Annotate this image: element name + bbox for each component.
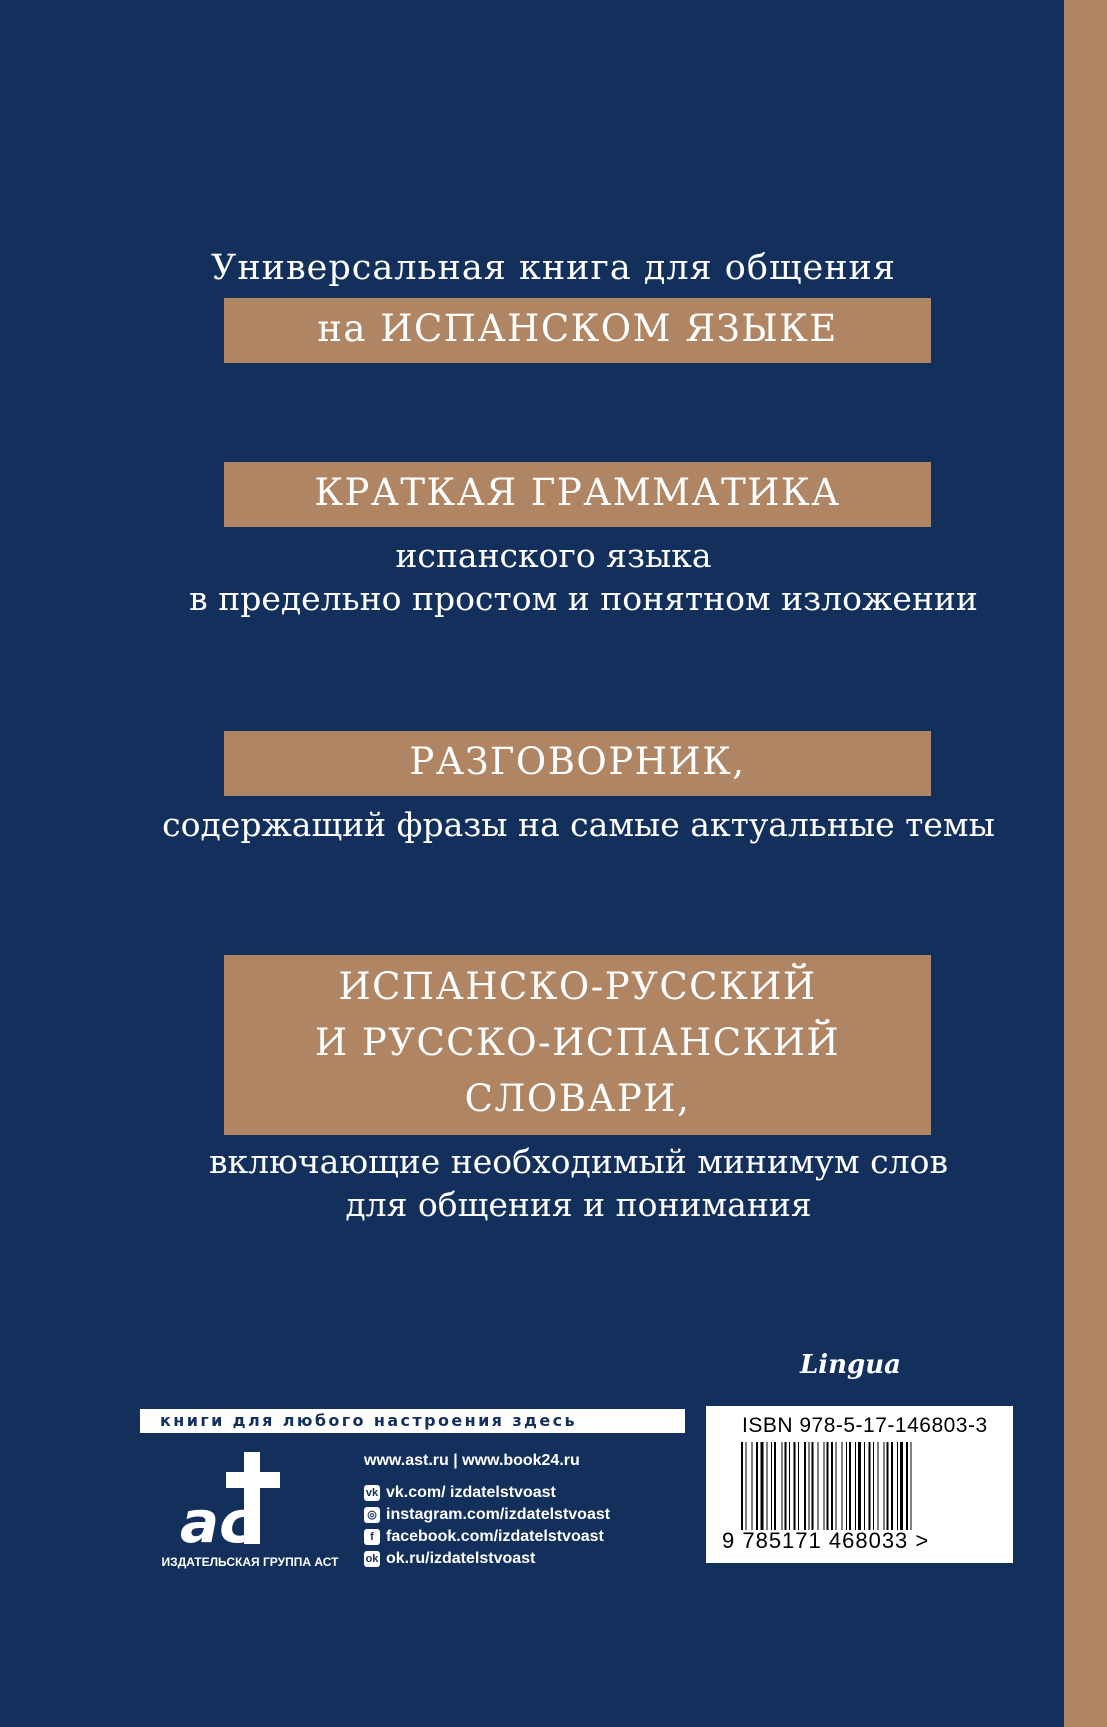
barcode-bar — [761, 1442, 764, 1530]
barcode-bar — [884, 1442, 885, 1530]
barcode-bar — [809, 1442, 810, 1530]
social-link-odnoklassniki[interactable] — [364, 1548, 610, 1570]
barcode-bar — [906, 1442, 908, 1530]
phrasebook-desc: содержащий фразы на самые актуальные темы — [162, 805, 995, 844]
barcode-bar — [887, 1442, 889, 1530]
band-line: ИСПАНСКО-РУССКИЙ — [338, 965, 817, 1008]
instagram-icon: ◎ — [364, 1507, 380, 1523]
band-spanish-language — [224, 298, 931, 363]
barcode-bar — [771, 1442, 772, 1530]
isbn-text: ISBN 978-5-17-146803-3 — [742, 1414, 988, 1437]
publisher-links — [364, 1450, 610, 1570]
barcode-bar — [842, 1442, 843, 1530]
dict-desc-2: для общения и понимания — [345, 1185, 812, 1224]
barcode-bar — [804, 1442, 806, 1530]
barcode-bar — [911, 1442, 912, 1530]
logo-letters: ас — [180, 1488, 254, 1548]
band-line: РАЗГОВОРНИК, — [409, 740, 746, 783]
barcode-bar — [831, 1442, 833, 1530]
barcode-bar — [873, 1442, 874, 1530]
grammar-desc-2: в предельно простом и понятном изложении — [189, 579, 978, 618]
barcode-bar — [900, 1442, 903, 1530]
barcode-bar — [789, 1442, 790, 1530]
barcode-bar — [756, 1442, 758, 1530]
barcode-bar — [849, 1442, 851, 1530]
barcode-bar — [746, 1442, 747, 1530]
social-link-text: ok.ru/izdatelstvoast — [386, 1550, 536, 1567]
band-line: КРАТКАЯ ГРАММАТИКА — [314, 471, 841, 514]
barcode-bar — [741, 1442, 743, 1530]
social-link-text: vk.com/ izdatelstvoast — [386, 1484, 556, 1501]
barcode-bar — [782, 1442, 783, 1530]
social-link-vk[interactable] — [364, 1482, 610, 1504]
barcode-digits: 9 785171 468033 > — [722, 1528, 930, 1553]
barcode-bar — [891, 1442, 893, 1530]
publisher-label: ИЗДАТЕЛЬСКАЯ ГРУППА АСТ — [161, 1555, 339, 1569]
band-phrasebook — [224, 731, 931, 796]
barcode-bar — [767, 1442, 768, 1530]
barcode-bar — [774, 1442, 776, 1530]
barcode-bar — [785, 1442, 787, 1530]
barcode-bar — [846, 1442, 847, 1530]
barcode-bar — [869, 1442, 871, 1530]
barcode-bar — [798, 1442, 799, 1530]
band-line: на ИСПАНСКОМ ЯЗЫКЕ — [317, 307, 838, 350]
barcode-bar — [878, 1442, 879, 1530]
barcode-bar — [794, 1442, 796, 1530]
dict-desc-1: включающие необходимый минимум слов — [208, 1142, 949, 1181]
barcode-bar — [864, 1442, 865, 1530]
barcode-bar — [836, 1442, 837, 1530]
social-link-text: facebook.com/izdatelstvoast — [386, 1528, 604, 1545]
social-link-facebook[interactable] — [364, 1526, 610, 1548]
intro-line: Универсальная книга для общения — [211, 248, 896, 288]
barcode-bar — [752, 1442, 753, 1530]
ast-logo — [176, 1448, 296, 1548]
vk-icon: vk — [365, 1487, 379, 1499]
ast-logo-icon — [176, 1448, 296, 1548]
barcode-bar — [855, 1442, 856, 1530]
barcode-bars — [741, 1442, 971, 1530]
barcode-bar — [827, 1442, 829, 1530]
social-link-instagram[interactable] — [364, 1504, 610, 1526]
social-link-text: instagram.com/izdatelstvoast — [386, 1506, 611, 1523]
facebook-icon: f — [364, 1529, 380, 1545]
barcode-bar — [824, 1442, 825, 1530]
barcode-bar — [897, 1442, 898, 1530]
barcode-panel — [706, 1406, 1013, 1563]
grammar-desc-1: испанского языка — [395, 536, 712, 575]
barcode-bar — [818, 1442, 819, 1530]
tagline-strip: книги для любого настроения здесь — [140, 1409, 685, 1433]
lingua-logo: Lingua — [800, 1350, 901, 1380]
site-links[interactable]: www.ast.ru | www.book24.ru — [364, 1452, 580, 1469]
barcode-bar — [858, 1442, 861, 1530]
band-line: И РУССКО-ИСПАНСКИЙ — [314, 1021, 841, 1064]
band-line: СЛОВАРИ, — [464, 1077, 691, 1120]
odnoklassniki-icon: ok — [365, 1553, 379, 1565]
barcode-bar — [812, 1442, 814, 1530]
band-dictionaries — [224, 955, 931, 1135]
band-grammar — [224, 462, 931, 527]
